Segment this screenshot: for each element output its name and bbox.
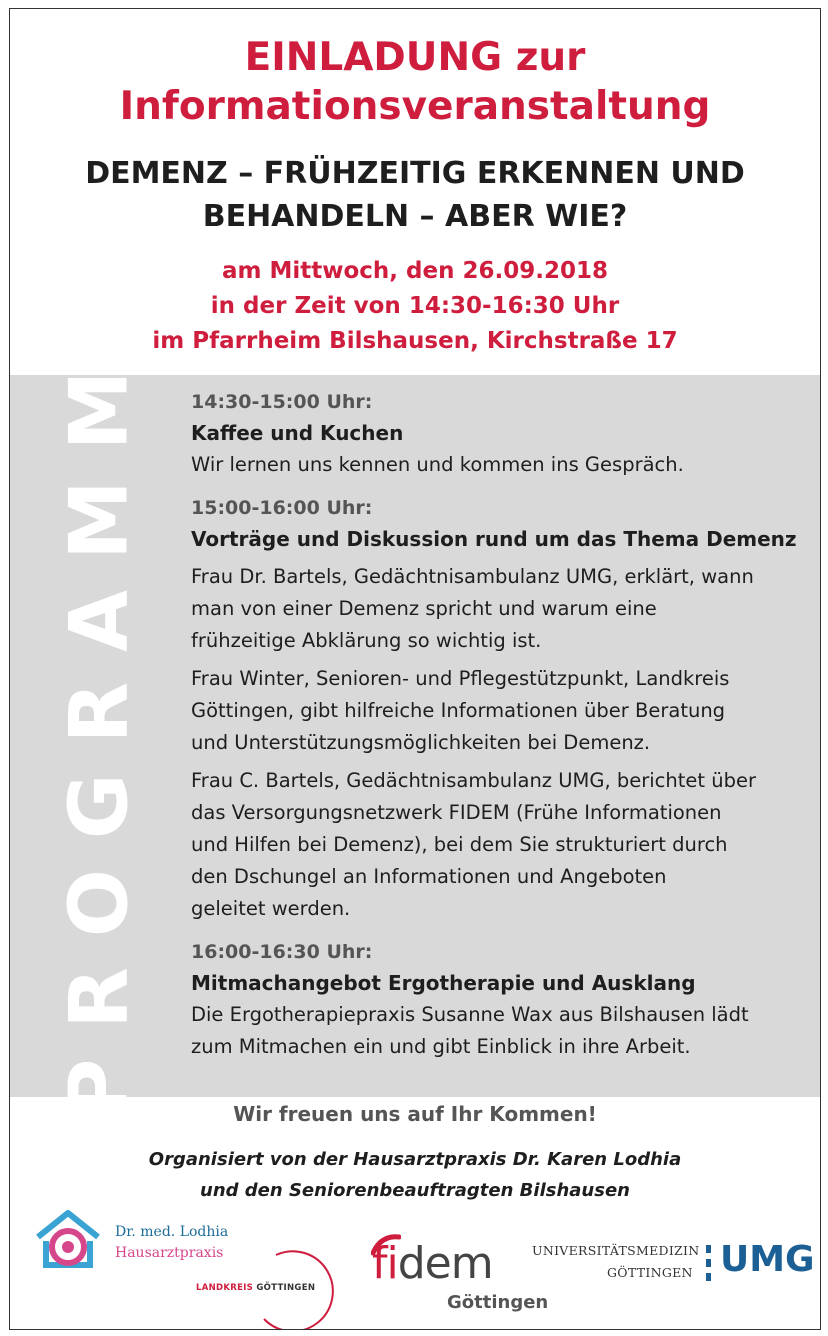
block2-p2-line3: und Unterstützungsmöglichkeiten bei Demenz.	[191, 731, 651, 754]
block2-heading: Vorträge und Diskussion rund um das Thema Demenz	[191, 527, 797, 551]
lodhia-logo-subtitle: Hausarztpraxis	[115, 1245, 224, 1261]
closing-thanks: Wir freuen uns auf Ihr Kommen!	[233, 1102, 597, 1126]
program-vertical-label	[44, 340, 154, 1118]
block1-time: 14:30-15:00 Uhr:	[191, 391, 373, 413]
organizer-line-2: und den Seniorenbeauftragten Bilshausen	[200, 1180, 630, 1201]
block3-heading: Mitmachangebot Ergotherapie und Ausklang	[191, 971, 696, 995]
block2-p3-line5: geleitet werden.	[191, 897, 351, 920]
house-target-icon	[32, 1207, 104, 1277]
event-date: am Mittwoch, den 26.09.2018	[221, 258, 608, 284]
landkreis-word: LANDKREIS	[196, 1283, 257, 1293]
subtitle-line-2: BEHANDELN – ABER WIE?	[202, 199, 628, 234]
organizer-line-1: Organisiert von der Hausarztpraxis Dr. Karen Lodhia	[148, 1149, 682, 1170]
umg-logo-line2: GÖTTINGEN	[607, 1265, 693, 1280]
program-content	[191, 387, 816, 1063]
fidem-logo-fi: fi	[372, 1238, 398, 1289]
umg-divider-icon	[704, 1245, 714, 1281]
block2-p1-line2: man von einer Demenz spricht und warum eine	[191, 597, 657, 620]
block3-line1: Die Ergotherapiepraxis Susanne Wax aus Bilshausen lädt	[191, 1003, 749, 1026]
block3-time: 16:00-16:30 Uhr:	[191, 941, 373, 963]
block2-p3-line4: den Dschungel an Informationen und Angeboten	[191, 865, 667, 888]
block2-p3-line3: und Hilfen bei Demenz), bei dem Sie strukturiert durch	[191, 833, 728, 856]
fidem-logo-dem: dem	[397, 1238, 493, 1289]
landkreis-city: GÖTTINGEN	[256, 1283, 316, 1293]
title-line-2: Informationsveranstaltung	[119, 84, 711, 129]
block2-p1-line3: frühzeitige Abklärung so wichtig ist.	[191, 629, 542, 652]
block2-p1-line1: Frau Dr. Bartels, Gedächtnisambulanz UMG, erklärt, wann	[191, 565, 754, 588]
block2-p3-line2: das Versorgungsnetzwerk FIDEM (Frühe Informationen	[191, 801, 722, 824]
program-vertical-text: PROGRAMM	[52, 340, 146, 1118]
fidem-logo	[372, 1239, 493, 1289]
block2-p2-line2: Göttingen, gibt hilfreiche Informationen über Beratung	[191, 699, 726, 722]
landkreis-logo-text	[196, 1283, 315, 1293]
lodhia-logo-name: Dr. med. Lodhia	[115, 1224, 229, 1240]
block2-time: 15:00-16:00 Uhr:	[191, 497, 373, 519]
block1-heading: Kaffee und Kuchen	[191, 421, 404, 445]
subtitle-line-1: DEMENZ – FRÜHZEITIG ERKENNEN UND	[85, 156, 745, 191]
fidem-logo-city: Göttingen	[447, 1292, 549, 1313]
event-time: in der Zeit von 14:30-16:30 Uhr	[210, 293, 620, 319]
block3-line2: zum Mitmachen ein und gibt Einblick in ihre Arbeit.	[191, 1035, 691, 1058]
invitation-flyer	[9, 8, 821, 1330]
block2-p2-line1: Frau Winter, Senioren- und Pflegestützpunkt, Landkreis	[191, 667, 730, 690]
event-location: im Pfarrheim Bilshausen, Kirchstraße 17	[152, 328, 678, 354]
umg-logo-line1: UNIVERSITÄTSMEDIZIN	[532, 1243, 700, 1258]
block1-text: Wir lernen uns kennen und kommen ins Gespräch.	[191, 453, 684, 476]
umg-logo-mark: UMG	[720, 1239, 815, 1280]
title-line-1: EINLADUNG zur	[244, 35, 586, 80]
block2-p3-line1: Frau C. Bartels, Gedächtnisambulanz UMG, berichtet über	[191, 769, 756, 792]
